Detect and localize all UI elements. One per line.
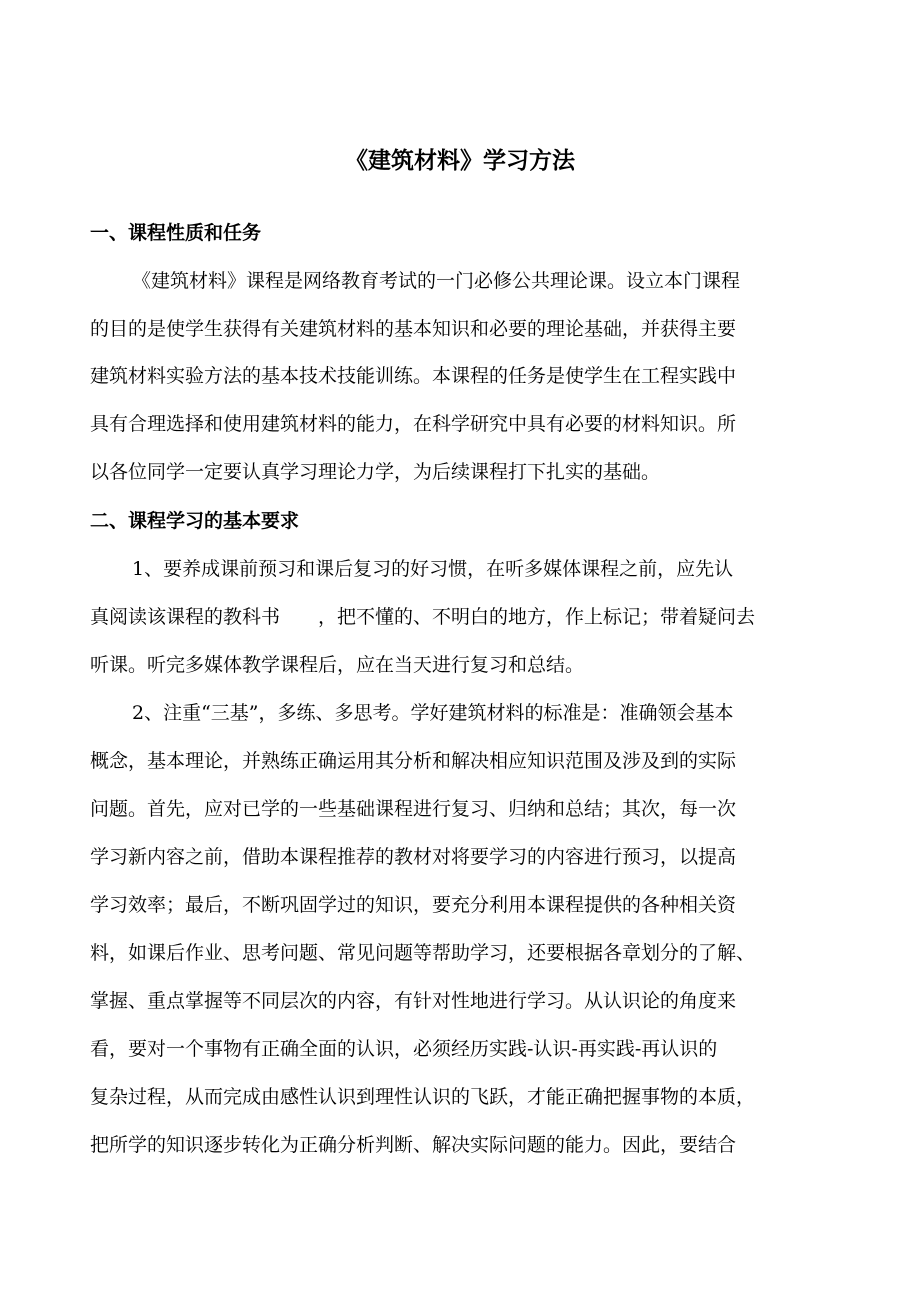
- paragraph-line: 学习新内容之前，借助本课程推荐的教材对将要学习的内容进行预习，以提高: [90, 846, 737, 868]
- paragraph-line: 建筑材料实验方法的基本技术技能训练。本课程的任务是使学生在工程实践中: [90, 365, 737, 387]
- paragraph-line: 具有合理选择和使用建筑材料的能力，在科学研究中具有必要的材料知识。所: [90, 413, 737, 435]
- paragraph-line: 听课。听完多媒体教学课程后，应在当天进行复习和总结。: [90, 654, 585, 676]
- section-heading-requirements: 二、课程学习的基本要求: [90, 510, 300, 532]
- paragraph-line: 复杂过程，从而完成由感性认识到理性认识的飞跃，才能正确把握事物的本质，: [90, 1086, 756, 1108]
- paragraph-line: 看，要对一个事物有正确全面的认识，必须经历实践-认识-再实践-再认识的: [90, 1038, 718, 1060]
- paragraph-line: 2、注重“三基”，多练、多思考。学好建筑材料的标准是：准确领会基本: [132, 702, 734, 724]
- paragraph-line: 1、要养成课前预习和课后复习的好习惯，在听多媒体课程之前，应先认: [132, 558, 734, 580]
- section-heading-nature: 一、课程性质和任务: [90, 222, 262, 244]
- paragraph-line: 以各位同学一定要认真学习理论力学，为后续课程打下扎实的基础。: [90, 461, 661, 483]
- paragraph-line: 掌握、重点掌握等不同层次的内容，有针对性地进行学习。从认识论的角度来: [90, 990, 737, 1012]
- paragraph-line: 的目的是使学生获得有关建筑材料的基本知识和必要的理论基础，并获得主要: [90, 318, 737, 340]
- paragraph-line: 真阅读该课程的教科书 ，把不懂的、不明白的地方，作上标记；带着疑问去: [90, 606, 756, 628]
- document-title: 《建筑材料》学习方法: [345, 148, 575, 174]
- paragraph-line: 料，如课后作业、思考问题、常见问题等帮助学习，还要根据各章划分的了解、: [90, 942, 756, 964]
- paragraph-line: 概念，基本理论，并熟练正确运用其分析和解决相应知识范围及涉及到的实际: [90, 750, 737, 772]
- paragraph-line: 《建筑材料》课程是网络教育考试的一门必修公共理论课。设立本门课程: [132, 270, 741, 292]
- paragraph-line: 问题。首先，应对已学的一些基础课程进行复习、归纳和总结；其次，每一次: [90, 798, 737, 820]
- paragraph-line: 把所学的知识逐步转化为正确分析判断、解决实际问题的能力。因此，要结合: [90, 1134, 737, 1156]
- paragraph-line: 学习效率；最后，不断巩固学过的知识，要充分利用本课程提供的各种相关资: [90, 894, 737, 916]
